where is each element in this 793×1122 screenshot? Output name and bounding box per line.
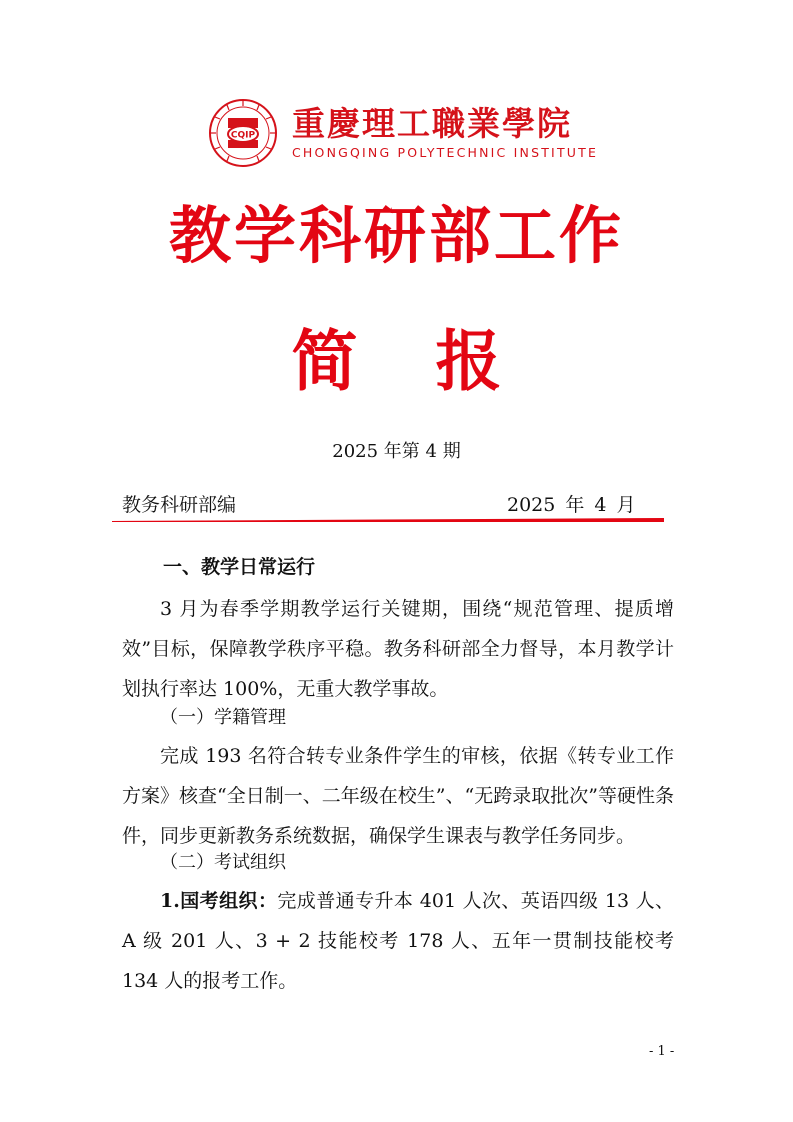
editor-line: 教务科研部编 — [122, 494, 237, 516]
subtitle-char: 简 — [291, 323, 358, 400]
header-divider — [112, 518, 664, 522]
school-name-cn: 重慶理工職業學院 — [292, 104, 572, 143]
section-paragraph: 3 月为春季学期教学运行关键期，围绕“规范管理、提质增效”目标，保障教学秩序平稳。教务科研部全力督导，本月教学计划执行率达 100%，无重大教学事故。 — [122, 598, 674, 700]
bulletin-subtitle — [0, 320, 793, 404]
seal-text: CQIP — [230, 130, 256, 141]
list-item-label: 1.国考组织： — [160, 890, 278, 912]
issue-number: 2025 年第 4 期 — [332, 441, 461, 462]
page-number: - 1 - — [649, 1044, 675, 1059]
school-name-en: CHONGQING POLYTECHNIC INSTITUTE — [292, 145, 599, 160]
section-heading: 一、教学日常运行 — [163, 556, 316, 578]
school-logo — [208, 98, 599, 168]
issue-date: 2025 年 4 月 — [507, 494, 636, 516]
list-item — [122, 881, 674, 1001]
subsection-heading: （一）学籍管理 — [160, 707, 286, 728]
subsection-paragraph: 完成 193 名符合转专业条件学生的审核，依据《转专业工作方案》核查“全日制一、二年级在校生”、“无跨录取批次”等硬性条件，同步更新教务系统数据，确保学生课表与教学任务同步。 — [122, 745, 674, 847]
subtitle-char: 报 — [435, 323, 502, 400]
school-seal-icon — [208, 98, 278, 168]
bulletin-title: 教学科研部工作 — [168, 199, 624, 272]
list-item-text: 完成普通专升本 401 人次、英语四级 13 人、A 级 201 人、3 + 2 技能校考 178 人、五年一贯制技能校考 134 人的报考工作。 — [122, 890, 674, 992]
subsection-heading: （二）考试组织 — [160, 852, 286, 873]
